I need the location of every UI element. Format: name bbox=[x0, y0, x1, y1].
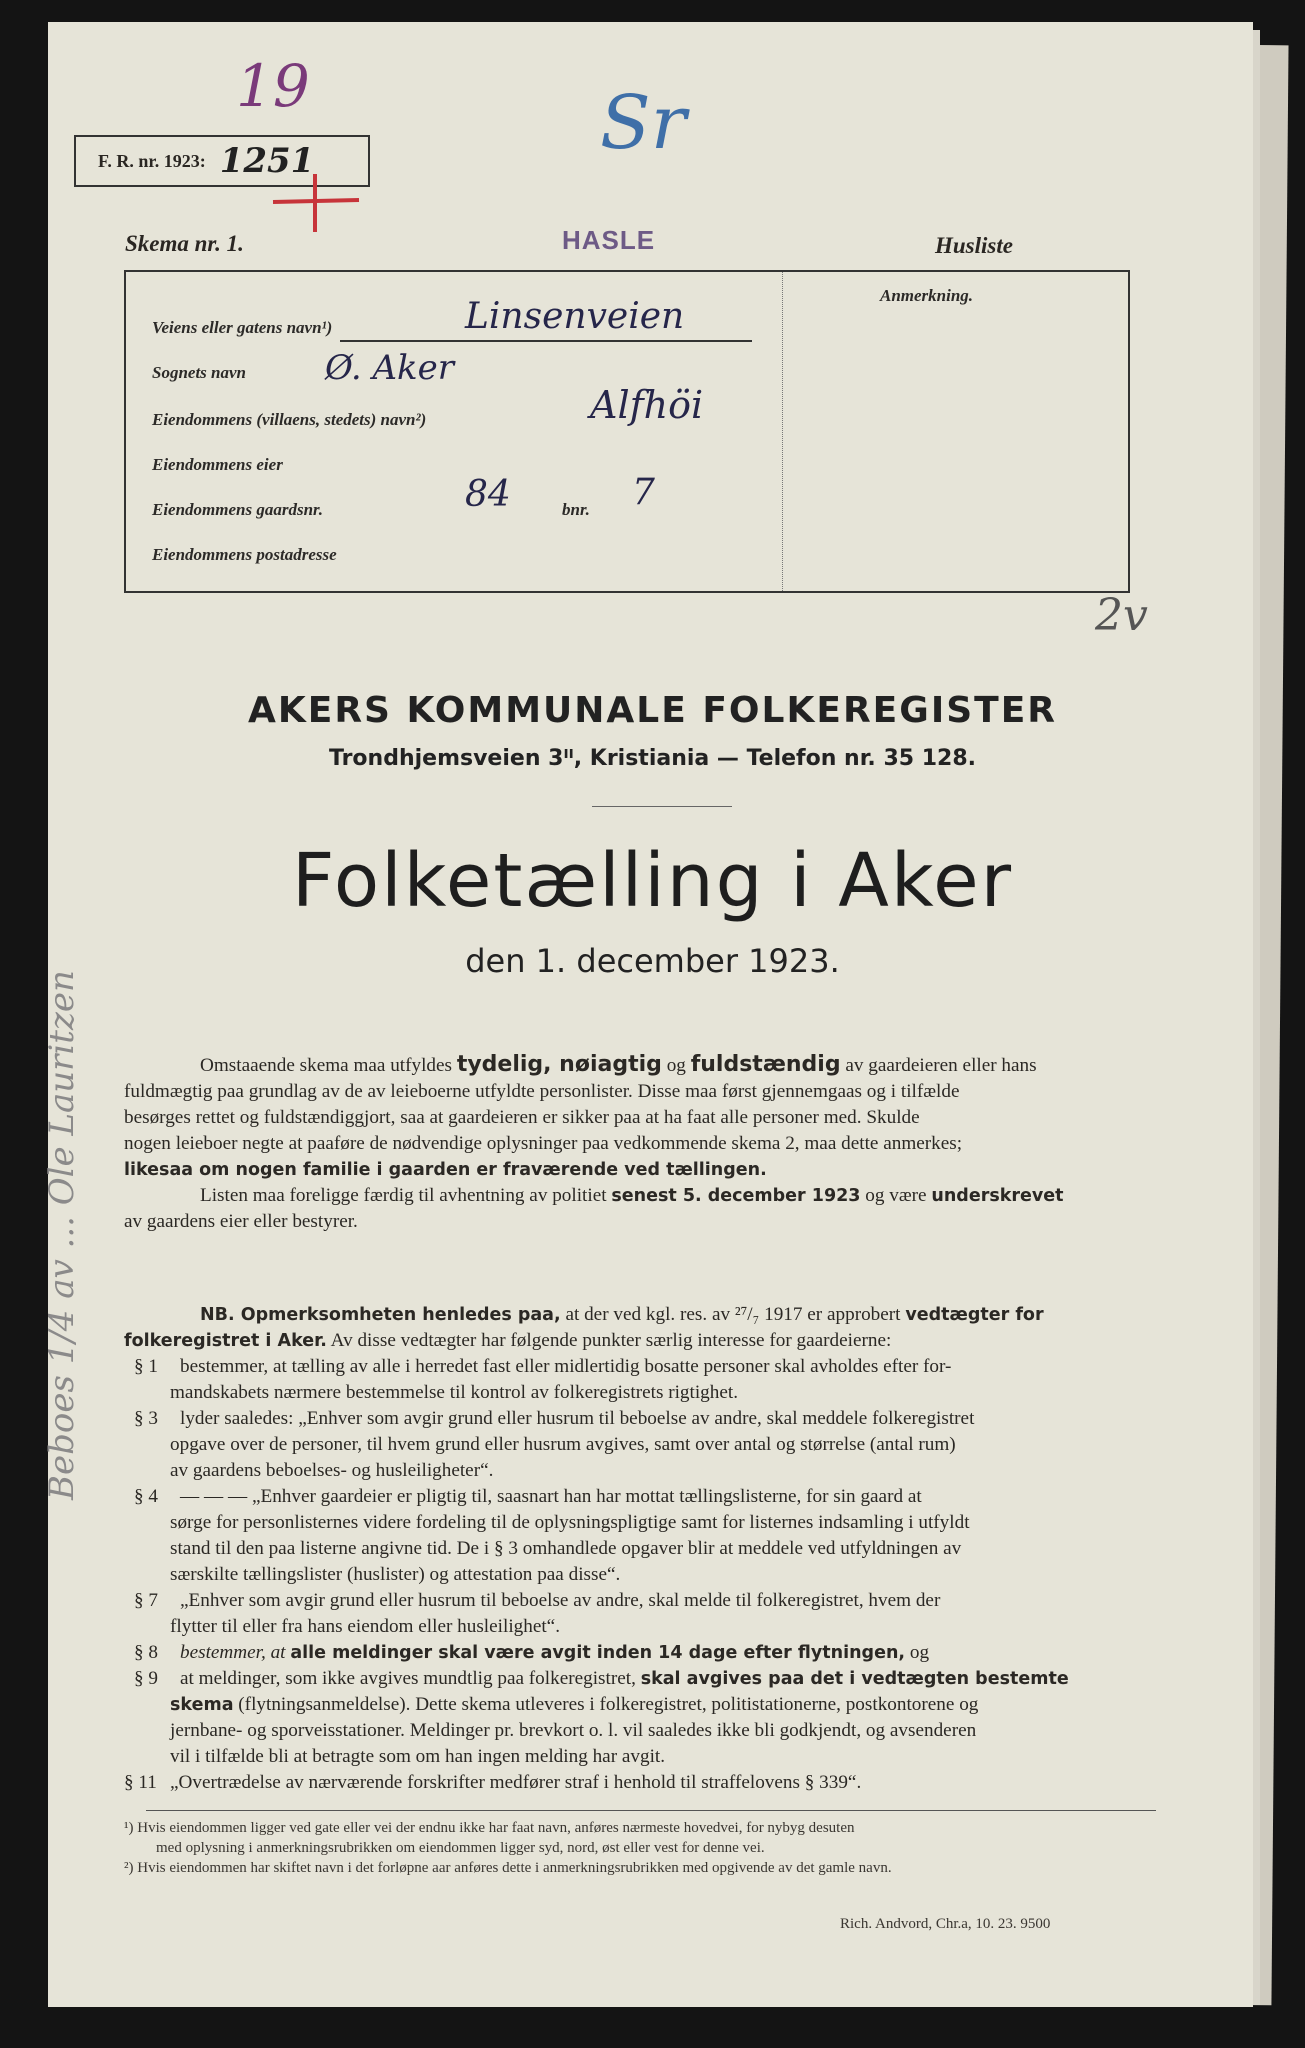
section-bold: skal avgives paa det i vedtægten bestemte bbox=[640, 1669, 1069, 1689]
section-text: bestemmer, at tælling av alle i herredet fast eller midlertidig bosatte personer skal avholdes efter for- bbox=[180, 1356, 952, 1377]
section-text: bestemmer, at bbox=[180, 1642, 286, 1663]
census-date: den 1. december 1923. bbox=[465, 942, 840, 980]
nb-section bbox=[124, 1302, 1150, 1796]
section-bold: skema bbox=[170, 1695, 234, 1715]
printer-imprint: Rich. Andvord, Chr.a, 10. 23. 9500 bbox=[840, 1916, 1051, 1932]
handwritten-initials: Sr bbox=[600, 80, 687, 166]
section-text: lyder saaledes: „Enhver som avgir grund eller husrum til beboelse av andre, skal meddele folkeregistret bbox=[180, 1408, 975, 1429]
section-text: (flytningsanmeldelse). Dette skema utleveres i folkeregistret, politistationerne, postkontorene og bbox=[238, 1694, 979, 1715]
section-text: og bbox=[909, 1642, 930, 1663]
section-text: at meldinger, som ikke avgives mundtlig paa folkeregistret, bbox=[180, 1668, 636, 1689]
section-bold: alle meldinger skal være avgit inden 14 dage efter flytningen, bbox=[290, 1643, 906, 1663]
section-number: § 8 bbox=[134, 1642, 158, 1663]
gaardsnr-label: Eiendommens gaardsnr. bbox=[152, 500, 323, 519]
section-text: „Enhver som avgir grund eller husrum til beboelse av andre, skal melde til folkeregistret, hvem der bbox=[180, 1590, 941, 1611]
footnotes bbox=[124, 1818, 1164, 1878]
owner-label: Eiendommens eier bbox=[152, 455, 283, 474]
nb-text: at der ved kgl. res. av ²⁷/₇ 1917 er approbert bbox=[565, 1304, 901, 1325]
intro-line: nogen leieboer negte at paaføre de nødvendige oplysninger paa vedkommende skema 2, maa dette anmerkes; bbox=[124, 1133, 963, 1154]
section-text: opgave over de personer, til hvem grund eller husrum avgives, samt over antal og størrelse (antal rum) bbox=[170, 1434, 956, 1455]
street-underline bbox=[340, 340, 752, 342]
intro-bold-line: likesaa om nogen familie i gaarden er fraværende ved tællingen. bbox=[124, 1160, 767, 1180]
street-name-label: Veiens eller gatens navn¹) bbox=[152, 318, 333, 337]
intro-text: av gaardeieren eller hans bbox=[845, 1055, 1037, 1076]
section-text: særskilte tællingslister (huslister) og attestation paa disse“. bbox=[170, 1564, 621, 1585]
parish-label: Sognets navn bbox=[152, 363, 246, 382]
fr-label: F. R. nr. 1923: bbox=[98, 150, 206, 171]
section-number: § 1 bbox=[134, 1356, 158, 1377]
husliste-label: Husliste bbox=[935, 233, 1013, 258]
bnr-value: 7 bbox=[632, 472, 655, 513]
divider-rule bbox=[592, 806, 732, 807]
footnote-2: ²) Hvis eiendommen har skiftet navn i det forløpne aar anføres dette i anmerkningsrubrikken med opgivende av det gamle navn. bbox=[124, 1860, 892, 1876]
section-text: „Overtrædelse av nærværende forskrifter medfører straf i henhold til straffelovens § 339“. bbox=[170, 1772, 862, 1793]
section-text: sørge for personlisternes videre fordeling til de oplysningspligtige samt for listernes indsamling i utfyldt bbox=[170, 1512, 970, 1533]
nb-text: Av disse vedtægter har følgende punkter særlig interesse for gaardeierne: bbox=[330, 1330, 892, 1351]
nb-heading: NB. Opmerksomheten henledes paa, bbox=[200, 1305, 561, 1325]
footnote-1-cont: med oplysning i anmerkningsrubrikken om eiendommen ligger syd, nord, øst eller vest for denne vei. bbox=[156, 1840, 765, 1856]
intro-paragraph bbox=[124, 1052, 1150, 1235]
section-number: § 9 bbox=[134, 1668, 158, 1689]
intro-text: Omstaaende skema maa utfyldes bbox=[200, 1055, 453, 1076]
bnr-label: bnr. bbox=[562, 500, 590, 519]
handwritten-number: 19 bbox=[236, 52, 310, 120]
nb-bold: vedtægter for bbox=[905, 1305, 1044, 1325]
intro-line: av gaardens eier eller bestyrer. bbox=[124, 1211, 358, 1232]
emphasis-text: tydelig, nøiagtig bbox=[456, 1052, 662, 1077]
property-name-label: Eiendommens (villaens, stedets) navn²) bbox=[152, 410, 427, 429]
section-number: § 7 bbox=[134, 1590, 158, 1611]
section-number: § 4 bbox=[134, 1486, 158, 1507]
street-name-value: Linsenveien bbox=[465, 296, 685, 337]
section-text: flytter til eller fra hans eiendom eller husleilighet“. bbox=[170, 1616, 560, 1637]
property-name-value: Alfhöi bbox=[590, 383, 704, 427]
form-divider bbox=[782, 272, 784, 591]
footnote-rule bbox=[146, 1810, 1156, 1811]
office-address: Trondhjemsveien 3ᴵᴵ, Kristiania — Telefon nr. 35 128. bbox=[328, 746, 976, 771]
section-text: — — — „Enhver gaardeier er pligtig til, saasnart han har mottat tællingslisterne, for sin gaard at bbox=[180, 1486, 922, 1507]
section-text: mandskabets nærmere bestemmelse til kontrol av folkeregistrets rigtighet. bbox=[170, 1382, 739, 1403]
deadline-text: senest 5. december 1923 bbox=[611, 1186, 861, 1206]
section-text: vil i tilfælde bli at betragte som om han ingen melding har avgit. bbox=[170, 1746, 666, 1767]
section-text: av gaardens beboelses- og husleiligheter“. bbox=[170, 1460, 494, 1481]
intro-text: og være bbox=[865, 1185, 927, 1206]
intro-text: og bbox=[666, 1055, 686, 1076]
emphasis-text: fuldstændig bbox=[690, 1052, 841, 1077]
margin-note: Beboes 1/4 av ... Ole Lauritzen bbox=[42, 970, 82, 1500]
district-stamp: HASLE bbox=[562, 225, 656, 255]
footnote-1: ¹) Hvis eiendommen ligger ved gate eller vei der endnu ikke har faat navn, anføres nærmeste hovedvei, for nybyg desuten bbox=[124, 1820, 855, 1836]
emphasis-text: underskrevet bbox=[931, 1186, 1064, 1206]
anmerkning-label: Anmerkning. bbox=[880, 286, 974, 305]
intro-text: Listen maa foreligge færdig til avhentning av politiet bbox=[200, 1185, 607, 1206]
postal-address-label: Eiendommens postadresse bbox=[152, 545, 337, 564]
office-heading: AKERS KOMMUNALE FOLKEREGISTER bbox=[247, 690, 1058, 731]
nb-bold: folkeregistret i Aker. bbox=[124, 1331, 327, 1351]
red-cross-mark bbox=[265, 168, 365, 238]
intro-line: fuldmægtig paa grundlag av de av leieboerne utfyldte personlister. Disse maa først gjennemgaas og i tilfælde bbox=[124, 1081, 960, 1102]
page-title: Folketælling i Aker bbox=[291, 838, 1014, 924]
fr-number: 1251 bbox=[219, 141, 315, 181]
section-number: § 3 bbox=[134, 1408, 158, 1429]
handwritten-note: 2v bbox=[1095, 590, 1148, 641]
gaardsnr-value: 84 bbox=[465, 474, 511, 515]
parish-value: Ø. Aker bbox=[325, 348, 455, 388]
skema-label: Skema nr. 1. bbox=[125, 231, 244, 256]
section-text: stand til den paa listerne angivne tid. De i § 3 omhandlede opgaver blir at meddele ved utfyldningen av bbox=[170, 1538, 962, 1559]
intro-line: besørges rettet og fuldstændiggjort, saa at gaardeieren er sikker paa at ha faat alle personer med. Skulde bbox=[124, 1107, 920, 1128]
section-number: § 11 bbox=[124, 1772, 157, 1793]
section-text: jernbane- og sporveisstationer. Meldinger pr. brevkort o. l. vil saaledes ikke bli godkjendt, og avsenderen bbox=[170, 1720, 977, 1741]
